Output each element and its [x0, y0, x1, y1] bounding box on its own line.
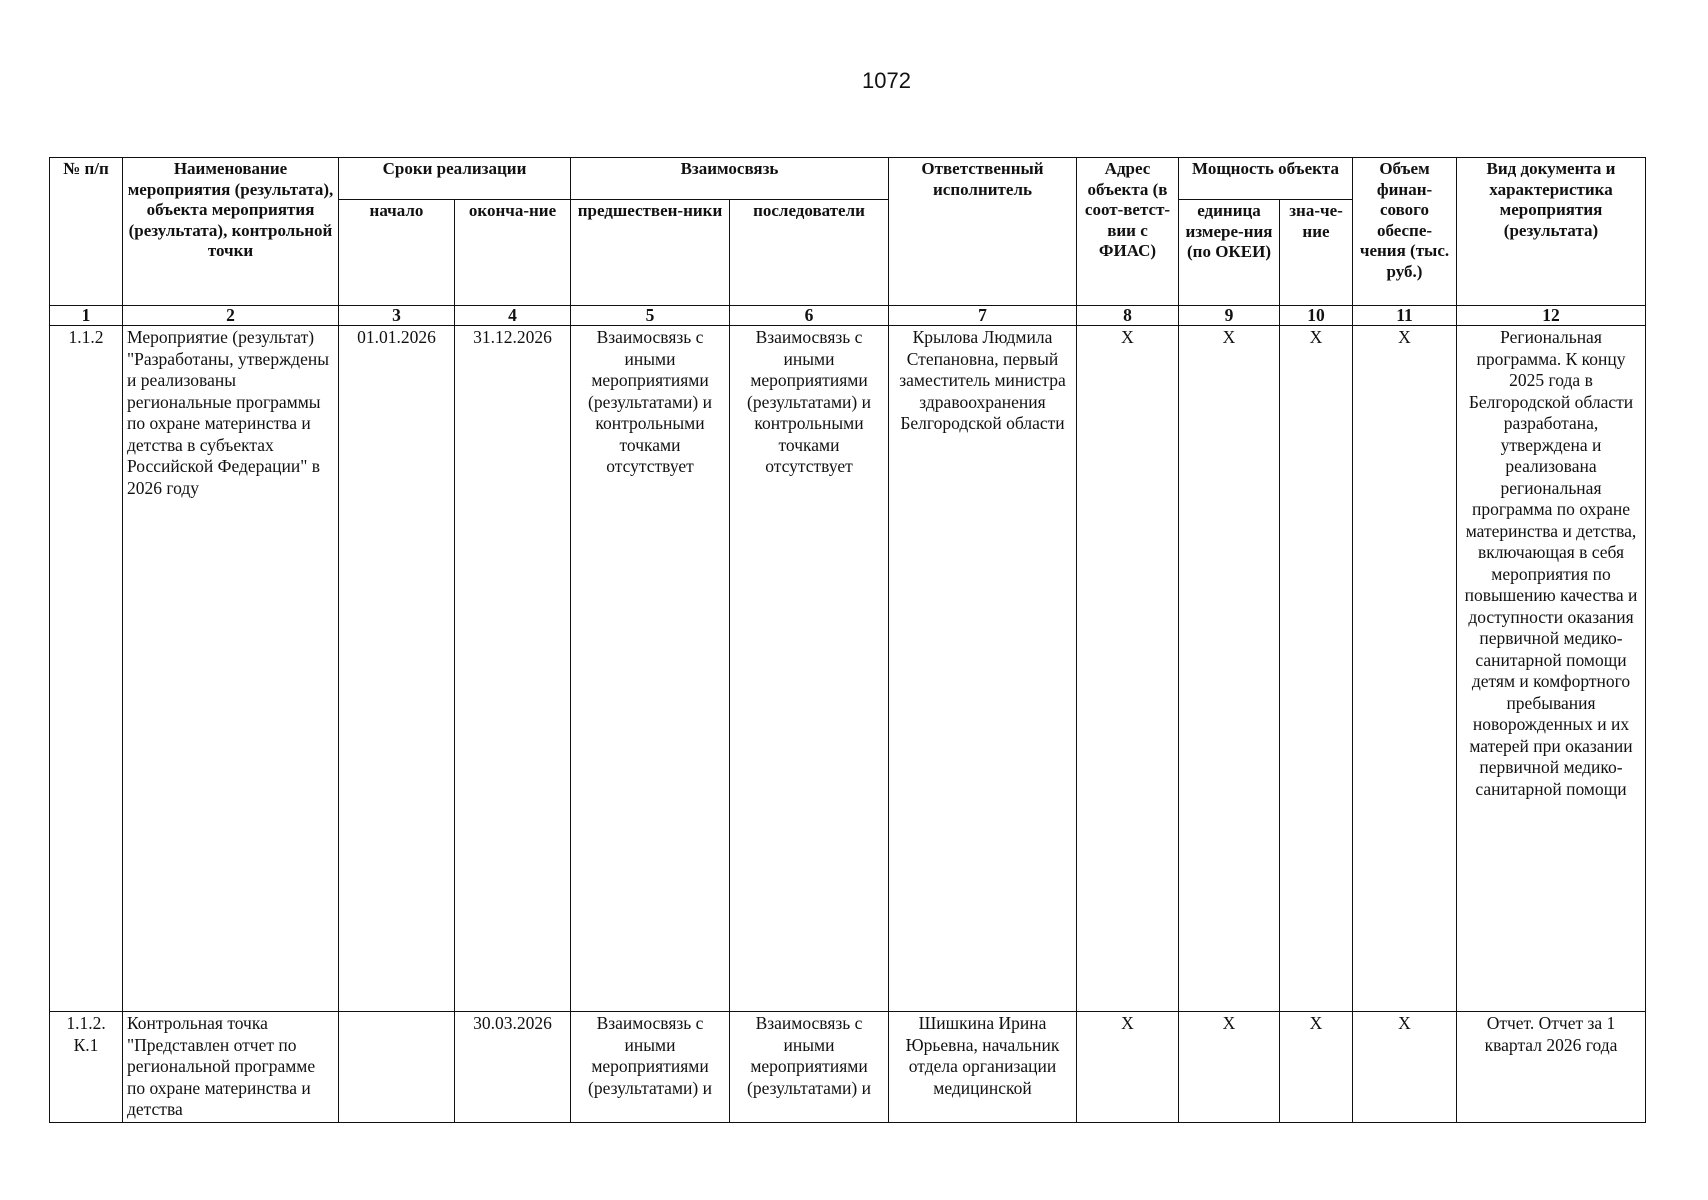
column-number: 9	[1179, 306, 1280, 326]
header-responsible: Ответственный исполнитель	[889, 158, 1077, 306]
row-unit: Х	[1179, 1012, 1280, 1123]
row-successors: Взаимосвязь с иными мероприятиями (результатами) и	[730, 1012, 889, 1123]
row-value: Х	[1280, 326, 1353, 1012]
row-successors: Взаимосвязь с иными мероприятиями (результатами) и контрольными точками отсутствует	[730, 326, 889, 1012]
header-group-terms: Сроки реализации	[339, 158, 571, 200]
header-num: № п/п	[50, 158, 123, 306]
column-number: 6	[730, 306, 889, 326]
row-finance: Х	[1353, 1012, 1457, 1123]
column-number: 1	[50, 306, 123, 326]
header-start: начало	[339, 200, 455, 306]
header-group-link: Взаимосвязь	[571, 158, 889, 200]
header-group-power: Мощность объекта	[1179, 158, 1353, 200]
column-number: 12	[1457, 306, 1646, 326]
header-doc: Вид документа и характеристика мероприятия (результата)	[1457, 158, 1646, 306]
column-number: 4	[455, 306, 571, 326]
row-name: Контрольная точка "Представлен отчет по региональной программе по охране материнства и детства	[123, 1012, 339, 1123]
page-number: 1072	[862, 68, 911, 93]
column-number-row	[50, 306, 1646, 326]
column-number: 10	[1280, 306, 1353, 326]
row-document: Отчет. Отчет за 1 квартал 2026 года	[1457, 1012, 1646, 1123]
row-predecessors: Взаимосвязь с иными мероприятиями (результатами) и контрольными точками отсутствует	[571, 326, 730, 1012]
column-number: 8	[1077, 306, 1179, 326]
row-start-date: 01.01.2026	[339, 326, 455, 1012]
column-number: 11	[1353, 306, 1457, 326]
header-name: Наименование мероприятия (результата), объекта мероприятия (результата), контрольной точки	[123, 158, 339, 306]
column-number: 5	[571, 306, 730, 326]
row-end-date: 30.03.2026	[455, 1012, 571, 1123]
row-responsible: Крылова Людмила Степановна, первый заместитель министра здравоохранения Белгородской области	[889, 326, 1077, 1012]
header-address: Адрес объекта (в соот-ветст-вии с ФИАС)	[1077, 158, 1179, 306]
row-end-date: 31.12.2026	[455, 326, 571, 1012]
row-predecessors: Взаимосвязь с иными мероприятиями (результатами) и	[571, 1012, 730, 1123]
row-unit: Х	[1179, 326, 1280, 1012]
column-number: 3	[339, 306, 455, 326]
column-number: 7	[889, 306, 1077, 326]
header-finance: Объем финан-сового обеспе-чения (тыс. руб.)	[1353, 158, 1457, 306]
row-finance: Х	[1353, 326, 1457, 1012]
header-row-1	[50, 158, 1646, 200]
row-address: Х	[1077, 1012, 1179, 1123]
row-name: Мероприятие (результат) "Разработаны, утверждены и реализованы региональные программы по охране материнства и детства в субъектах Российской Федерации" в 2026 году	[123, 326, 339, 1012]
header-predecessors: предшествен-ники	[571, 200, 730, 306]
row-number: 1.1.2. К.1	[50, 1012, 123, 1123]
table-row	[50, 1012, 1646, 1123]
header-unit: единица измере-ния (по ОКЕИ)	[1179, 200, 1280, 306]
header-end: оконча-ние	[455, 200, 571, 306]
row-number: 1.1.2	[50, 326, 123, 1012]
row-value: Х	[1280, 1012, 1353, 1123]
row-document: Региональная программа. К концу 2025 года в Белгородской области разработана, утверждена и реализована региональная программа по охране материнства и детства, включающая в себя мероприятия по повышению качества и доступности оказания первичной медико-санитарной помощи детям и комфортного пребывания новорожденных и их матерей при оказании первичной медико-санитарной помощи	[1457, 326, 1646, 1012]
table-row	[50, 326, 1646, 1012]
row-address: Х	[1077, 326, 1179, 1012]
row-responsible: Шишкина Ирина Юрьевна, начальник отдела организации медицинской	[889, 1012, 1077, 1123]
plan-table	[49, 157, 1646, 1123]
header-value: зна-че-ние	[1280, 200, 1353, 306]
column-number: 2	[123, 306, 339, 326]
header-successors: последователи	[730, 200, 889, 306]
row-start-date	[339, 1012, 455, 1123]
